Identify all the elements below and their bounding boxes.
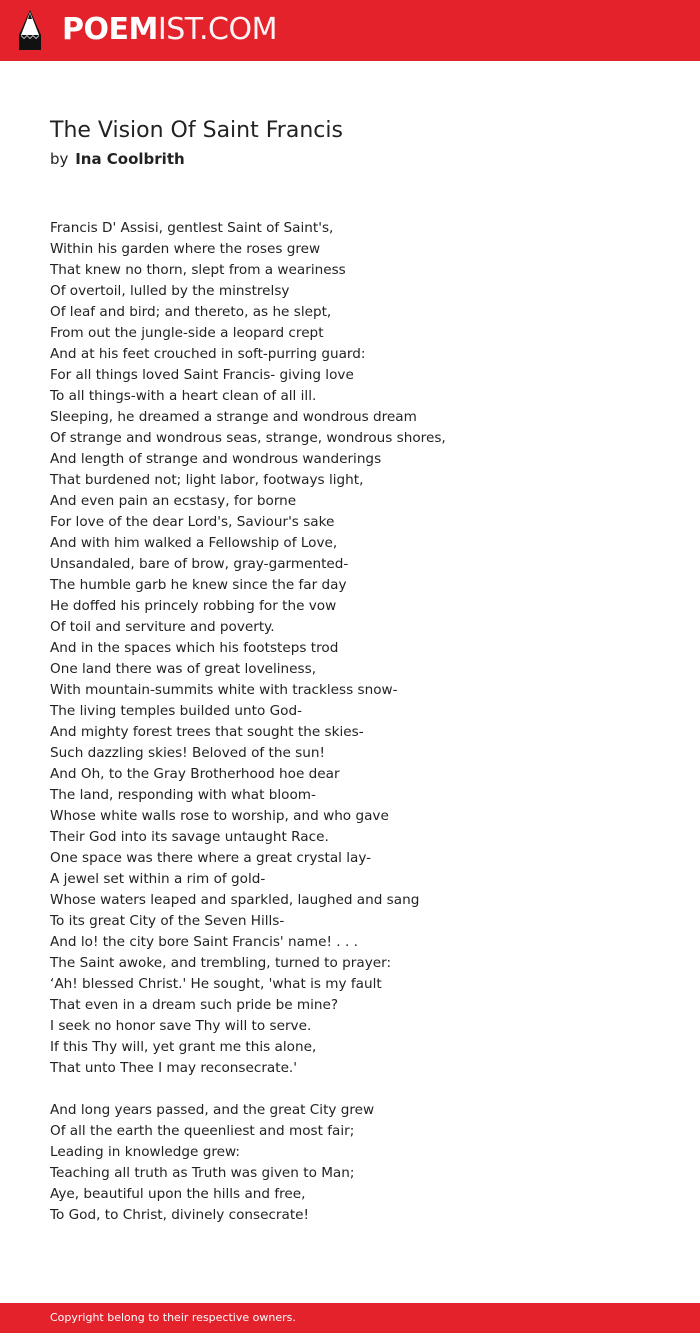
poem-line: Whose waters leaped and sparkled, laughed and sang bbox=[50, 892, 420, 908]
poem-line: To all things-with a heart clean of all ill. bbox=[50, 388, 317, 404]
poem-line: The living temples builded unto God- bbox=[50, 703, 302, 719]
poem-title: The Vision Of Saint Francis bbox=[50, 118, 343, 143]
poem-line: And mighty forest trees that sought the skies- bbox=[50, 724, 364, 740]
poem-line: Of all the earth the queenliest and most fair; bbox=[50, 1123, 355, 1139]
poem-line: Aye, beautiful upon the hills and free, bbox=[50, 1186, 306, 1202]
poem-line: A jewel set within a rim of gold- bbox=[50, 871, 266, 887]
poem-line: And with him walked a Fellowship of Love, bbox=[50, 535, 338, 551]
poem-line: I seek no honor save Thy will to serve. bbox=[50, 1018, 312, 1034]
poem-line: Teaching all truth as Truth was given to Man; bbox=[50, 1165, 355, 1181]
poem-line: That even in a dream such pride be mine? bbox=[50, 997, 339, 1013]
poem-line: That unto Thee I may reconsecrate.' bbox=[50, 1060, 297, 1076]
poem-line: One land there was of great loveliness, bbox=[50, 661, 317, 677]
poem-stanza bbox=[50, 1100, 650, 1226]
poem-line: The humble garb he knew since the far day bbox=[50, 577, 347, 593]
by-label: by bbox=[50, 150, 69, 168]
poem-byline bbox=[50, 148, 185, 170]
poem-line: Leading in knowledge grew: bbox=[50, 1144, 240, 1160]
logo-text-bold: POEM bbox=[62, 12, 158, 47]
pen-nib-icon[interactable] bbox=[17, 9, 43, 51]
poem-line: And long years passed, and the great City grew bbox=[50, 1102, 375, 1118]
poem-line: Francis D' Assisi, gentlest Saint of Saint's, bbox=[50, 220, 334, 236]
poem-line: For all things loved Saint Francis- giving love bbox=[50, 367, 354, 383]
poem-stanza bbox=[50, 218, 650, 1079]
poem-line: Sleeping, he dreamed a strange and wondrous dream bbox=[50, 409, 417, 425]
poem-line: And at his feet crouched in soft-purring guard: bbox=[50, 346, 366, 362]
poem-line: The land, responding with what bloom- bbox=[50, 787, 316, 803]
poem-line: The Saint awoke, and trembling, turned to prayer: bbox=[50, 955, 392, 971]
logo-text-light: IST.COM bbox=[157, 12, 277, 47]
poem-line: One space was there where a great crystal lay- bbox=[50, 850, 372, 866]
poem-line: Whose white walls rose to worship, and who gave bbox=[50, 808, 389, 824]
poem-line: He doffed his princely robbing for the vow bbox=[50, 598, 337, 614]
site-header bbox=[0, 0, 700, 61]
poem-line: That burdened not; light labor, footways light, bbox=[50, 472, 364, 488]
site-footer bbox=[0, 1303, 700, 1333]
poem-line: Their God into its savage untaught Race. bbox=[50, 829, 329, 845]
poem-line: To God, to Christ, divinely consecrate! bbox=[50, 1207, 309, 1223]
poem-line: Such dazzling skies! Beloved of the sun! bbox=[50, 745, 325, 761]
copyright-text: Copyright belong to their respective owners. bbox=[50, 1311, 296, 1324]
poem-line: Of strange and wondrous seas, strange, wondrous shores, bbox=[50, 430, 446, 446]
poem-line: For love of the dear Lord's, Saviour's sake bbox=[50, 514, 335, 530]
poem-line: And in the spaces which his footsteps trod bbox=[50, 640, 339, 656]
poem-line: Of leaf and bird; and thereto, as he slept, bbox=[50, 304, 332, 320]
poem-line: And lo! the city bore Saint Francis' name! . . . bbox=[50, 934, 358, 950]
poem-line: Within his garden where the roses grew bbox=[50, 241, 321, 257]
poem-line: And Oh, to the Gray Brotherhood hoe dear bbox=[50, 766, 340, 782]
site-logo[interactable] bbox=[62, 12, 277, 48]
poem-author: Ina Coolbrith bbox=[75, 150, 185, 168]
poem-line: And even pain an ecstasy, for borne bbox=[50, 493, 297, 509]
poem-line: That knew no thorn, slept from a weariness bbox=[50, 262, 346, 278]
poem-line: If this Thy will, yet grant me this alone, bbox=[50, 1039, 317, 1055]
poem-line: ‘Ah! blessed Christ.' He sought, 'what is my fault bbox=[50, 976, 382, 992]
poem-line: From out the jungle-side a leopard crept bbox=[50, 325, 324, 341]
poem-line: Of toil and serviture and poverty. bbox=[50, 619, 275, 635]
poem-line: Of overtoil, lulled by the minstrelsy bbox=[50, 283, 290, 299]
poem-body bbox=[50, 218, 650, 1247]
poem-line: With mountain-summits white with trackless snow- bbox=[50, 682, 398, 698]
poem-line: To its great City of the Seven Hills- bbox=[50, 913, 285, 929]
poem-line: And length of strange and wondrous wanderings bbox=[50, 451, 382, 467]
poem-line: Unsandaled, bare of brow, gray-garmented- bbox=[50, 556, 349, 572]
